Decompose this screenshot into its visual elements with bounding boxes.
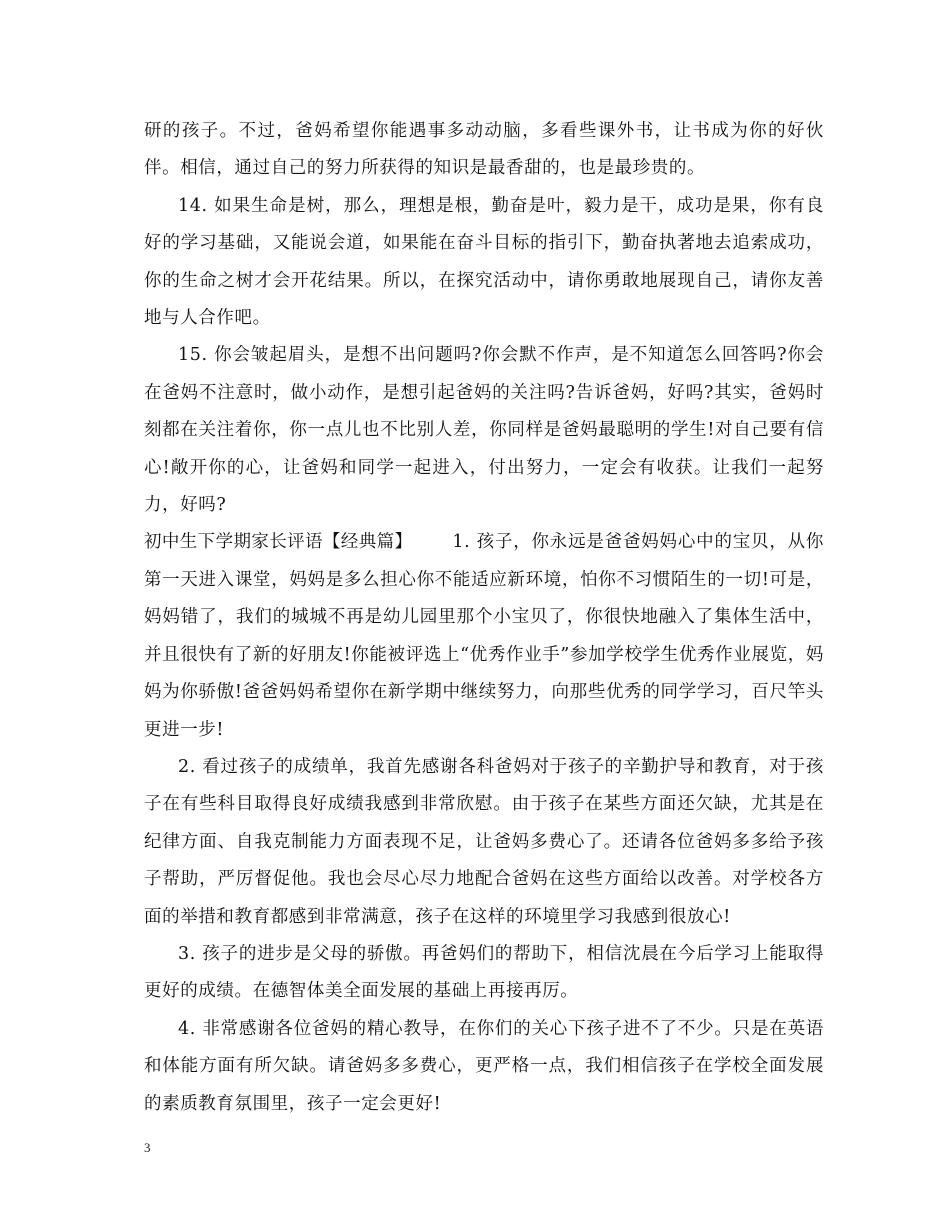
section-first-item: 1. 孩子，你永远是爸爸妈妈心中的宝贝，从你第一天进入课堂，妈妈是多么担心你不能适应新环境，怕你不习惯陌生的一切!可是，妈妈错了，我们的城城不再是幼儿园里那个小宝贝了，你很快地融入了集体生活中，并且很快有了新的好朋友!你能被评选上“优秀作业手”参加学校学生优秀作业展览，妈妈为你骄傲!爸爸妈妈希望你在新学期中继续努力，向那些优秀的同学学习，百尺竿头更进一步! [144,532,824,740]
paragraph-item-14: 14. 如果生命是树，那么，理想是根，勤奋是叶，毅力是干，成功是果，你有良好的学习基础，又能说会道，如果能在奋斗目标的指引下，勤奋执著地去追索成功，你的生命之树才会开花结果。所以，在探究活动中，请你勇敢地展现自己，请你友善地与人合作吧。 [144,195,824,329]
section-heading: 初中生下学期家长评语【经典篇】 [144,532,413,553]
paragraph-item-15: 15. 你会皱起眉头，是想不出问题吗?你会默不作声，是不知道怎么回答吗?你会在爸妈不注意时，做小动作，是想引起爸妈的关注吗?告诉爸妈，好吗?其实，爸妈时刻都在关注着你，你一点儿也不比别人差，你同样是爸妈最聪明的学生!对自己要有信心!敞开你的心，让爸妈和同学一起进入，付出努力，一定会有收获。让我们一起努力，好吗? [144,345,824,516]
document-body [144,113,824,1123]
paragraph-item-3: 3. 孩子的进步是父母的骄傲。再爸妈们的帮助下，相信沈晨在今后学习上能取得更好的成绩。在德智体美全面发展的基础上再接再厉。 [144,943,824,1002]
paragraph-continuation: 研的孩子。不过，爸妈希望你能遇事多动动脑，多看些课外书，让书成为你的好伙伴。相信，通过自己的努力所获得的知识是最香甜的，也是最珍贵的。 [144,121,824,179]
section-paragraph [144,524,824,748]
paragraph-item-2: 2. 看过孩子的成绩单，我首先感谢各科爸妈对于孩子的辛勤护导和教育，对于孩子在有些科目取得良好成绩我感到非常欣慰。由于孩子在某些方面还欠缺，尤其是在纪律方面、自我克制能力方面表现不足，让爸妈多费心了。还请各位爸妈多多给予孩子帮助，严厉督促他。我也会尽心尽力地配合爸妈在这些方面给以改善。对学校各方面的举措和教育都感到非常满意，孩子在这样的环境里学习我感到很放心! [144,756,824,927]
paragraph-item-4: 4. 非常感谢各位爸妈的精心教导，在你们的关心下孩子进不了不少。只是在英语和体能方面有所欠缺。请爸妈多多费心，更严格一点，我们相信孩子在学校全面发展的素质教育氛围里，孩子一定会更好! [144,1018,824,1114]
page-number: 3 [144,1140,151,1155]
